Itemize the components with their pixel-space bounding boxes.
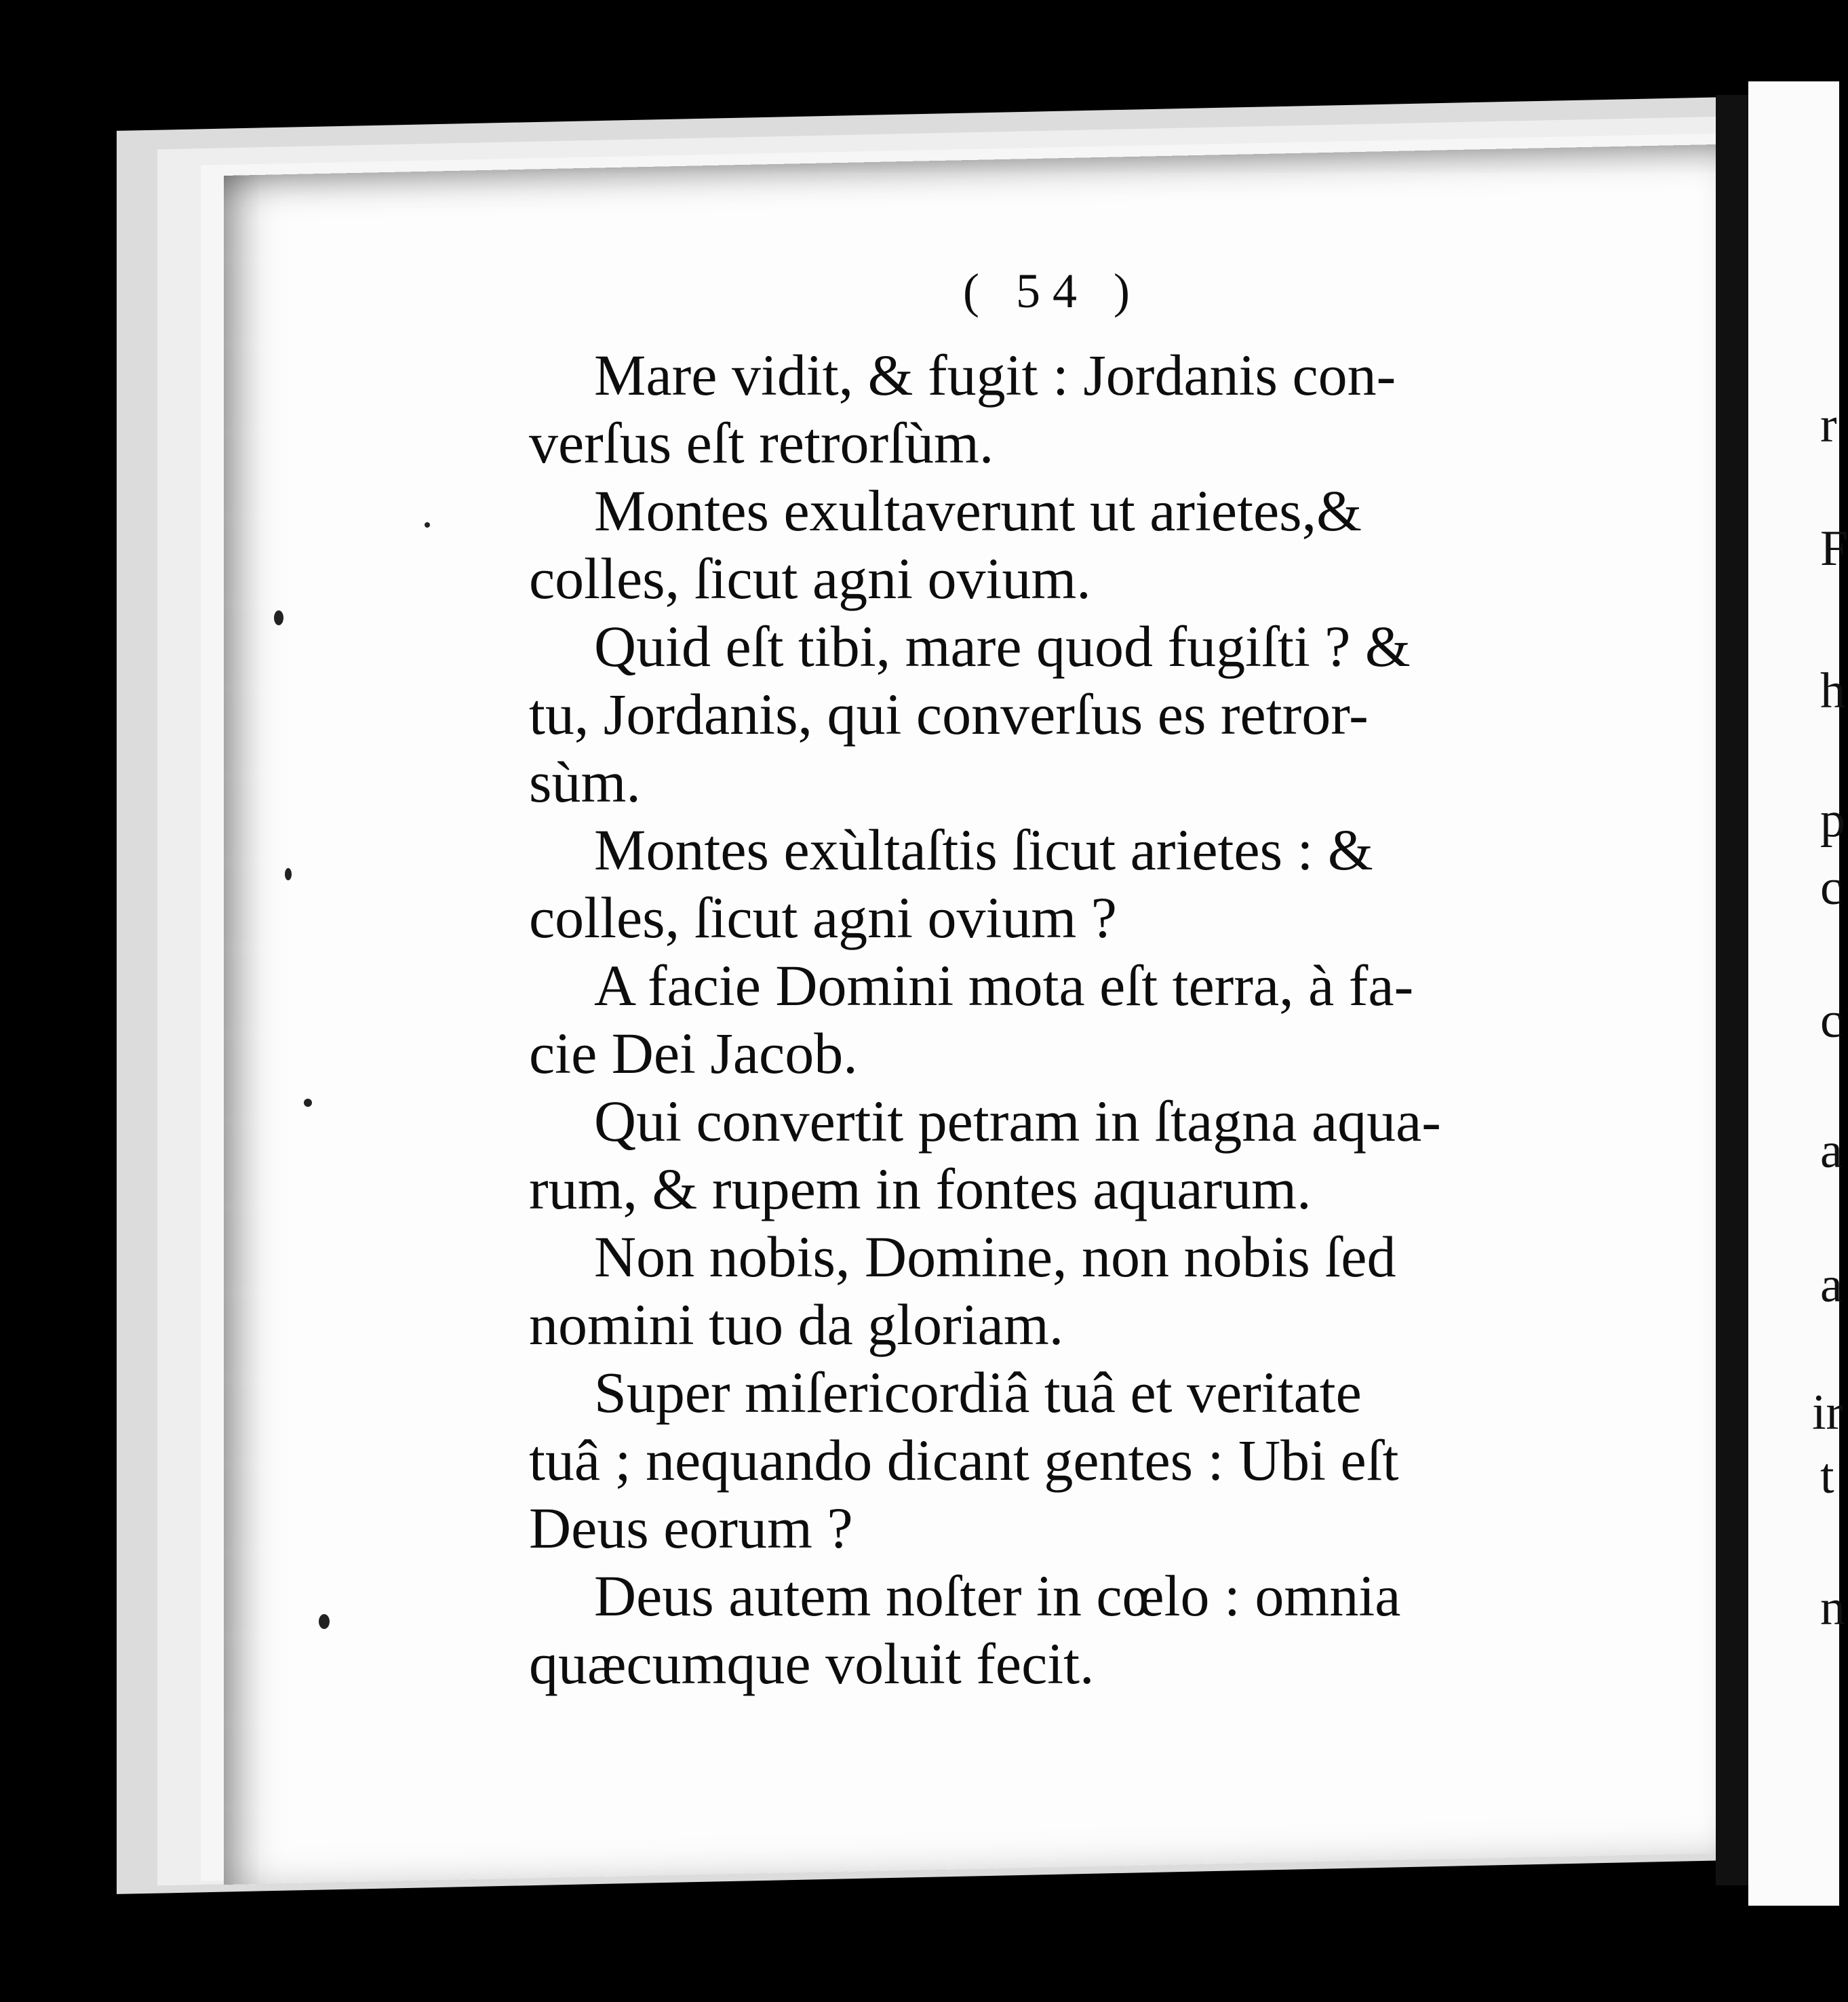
text-line: Non nobis, Domine, non nobis ſed [594, 1224, 1396, 1289]
ink-speck [285, 868, 292, 880]
facing-page-fragment: ir [1812, 1385, 1843, 1440]
page-number: ( 54 ) [963, 264, 1142, 318]
text-line: colles, ſicut agni ovium ? [529, 885, 1117, 950]
ink-speck [304, 1099, 312, 1107]
facing-page-fragment: c [1820, 993, 1843, 1048]
facing-page-fragment: h [1820, 663, 1845, 719]
text-line: tuâ ; nequando dicant gentes : Ubi eſt [529, 1428, 1399, 1493]
text-line: verſus eſt retrorſùm. [529, 410, 994, 475]
facing-page-fragment: a [1820, 1123, 1843, 1179]
text-line: Deus autem noſter in cœlo : omnia [594, 1563, 1401, 1628]
facing-page-fragment: n [1820, 1580, 1845, 1636]
ink-speck [274, 610, 283, 625]
text-line: tu, Jordanis, qui converſus es retror- [529, 682, 1369, 747]
text-line: Deus eorum ? [529, 1495, 853, 1561]
text-line: Mare vidit, & fugit : Jordanis con- [594, 342, 1396, 408]
text-line: quæcumque voluit fecit. [529, 1631, 1095, 1696]
text-line: sùm. [529, 749, 641, 814]
text-line: cie Dei Jacob. [529, 1021, 858, 1086]
text-line: Montes exultaverunt ut arietes,& [594, 478, 1362, 543]
facing-page-fragment: p [1820, 792, 1845, 848]
facing-page-fragment: F [1820, 521, 1848, 576]
ink-speck [425, 522, 430, 528]
facing-page-fragment: t [1820, 1449, 1834, 1504]
book-gutter [1716, 95, 1748, 1885]
ink-speck [319, 1614, 330, 1629]
text-line: colles, ſicut agni ovium. [529, 546, 1091, 611]
text-line: rum, & rupem in fontes aquarum. [529, 1156, 1312, 1221]
text-line: Qui convertit petram in ſtagna aqua- [594, 1088, 1441, 1154]
text-line: Quid eſt tibi, mare quod fugiſti ? & [594, 614, 1411, 679]
text-line: A facie Domini mota eſt terra, à fa- [594, 953, 1414, 1018]
text-line: Montes exùltaſtis ſicut arietes : & [594, 817, 1373, 882]
facing-page-fragment: r [1820, 397, 1837, 453]
facing-page-fragment: c [1820, 860, 1843, 916]
facing-page-fragment: a [1820, 1257, 1843, 1313]
text-line: Super miſericordiâ tuâ et veritate [594, 1360, 1362, 1425]
text-line: nomini tuo da gloriam. [529, 1292, 1064, 1357]
